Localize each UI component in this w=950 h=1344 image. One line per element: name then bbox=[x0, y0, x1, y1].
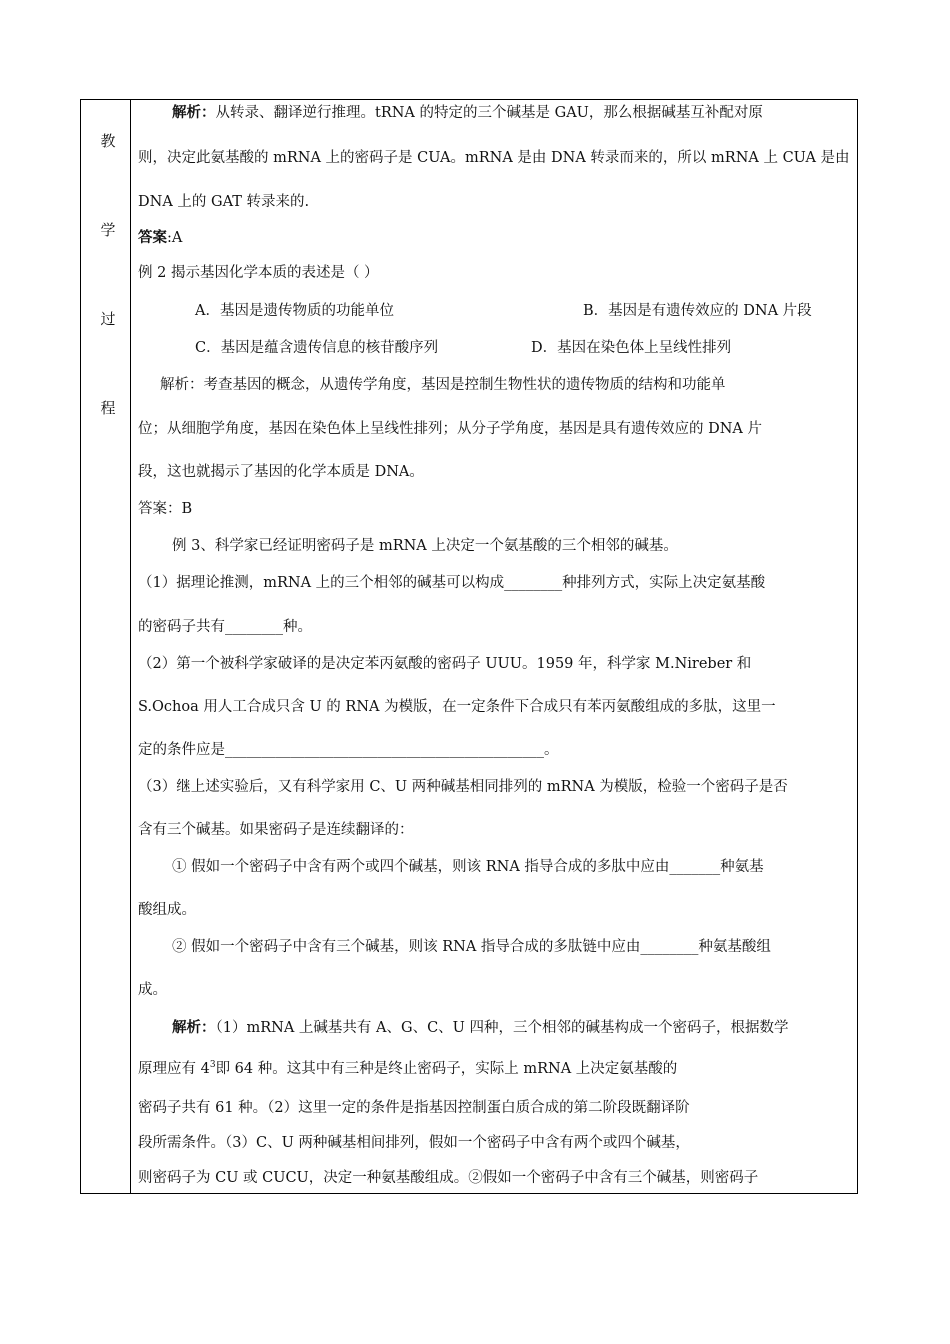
analysis-line: 则，决定此氨基酸的 mRNA 上的密码子是 CUA。mRNA 是由 DNA 转录而来的，所以 mRNA 上 CUA 是由 bbox=[138, 150, 850, 166]
analysis-line: DNA 上的 GAT 转录来的. bbox=[138, 194, 310, 210]
analysis-line: 段，这也就揭示了基因的化学本质是 DNA。 bbox=[138, 464, 424, 480]
option-a: A．基因是遗传物质的功能单位 bbox=[195, 303, 394, 319]
analysis-line: 段所需条件。（3）C、U 两种碱基相间排列，假如一个密码子中含有两个或四个碱基， bbox=[138, 1135, 690, 1151]
question-line: 成。 bbox=[138, 982, 167, 998]
option-b: B．基因是有遗传效应的 DNA 片段 bbox=[583, 303, 812, 319]
question-line: ② 假如一个密码子中含有三个碱基，则该 RNA 指导合成的多肽链中应由________种氨基酸组 bbox=[172, 939, 771, 955]
question-line: 定的条件应是____________________________________________。 bbox=[138, 742, 559, 758]
question-line: 含有三个碱基。如果密码子是连续翻译的： bbox=[138, 822, 414, 838]
analysis-line: 解析：（1）mRNA 上碱基共有 A、G、C、U 四种，三个相邻的碱基构成一个密码子，根据数学 bbox=[172, 1019, 789, 1036]
question-line: 例 3、科学家已经证明密码子是 mRNA 上决定一个氨基酸的三个相邻的碱基。 bbox=[172, 538, 678, 554]
question-line: （3）继上述实验后，又有科学家用 C、U 两种碱基相同排列的 mRNA 为模版，检验一个密码子是否 bbox=[138, 779, 788, 795]
question-line: ① 假如一个密码子中含有两个或四个碱基，则该 RNA 指导合成的多肽中应由_______种氨基 bbox=[172, 859, 764, 875]
analysis-line: 原理应有 $4^3$即 64 种。这其中有三种是终止密码子，实际上 mRNA 上决定氨基酸的 bbox=[138, 1060, 678, 1077]
analysis-line: 解析：考查基因的概念，从遗传学角度，基因是控制生物性状的遗传物质的结构和功能单 bbox=[160, 377, 726, 393]
question-line: （1）据理论推测，mRNA 上的三个相邻的碱基可以构成________种排列方式，实际上决定氨基酸 bbox=[138, 575, 766, 591]
option-c: C．基因是蕴含遗传信息的核苷酸序列 bbox=[195, 340, 439, 356]
answer-line: 答案：B bbox=[138, 501, 193, 517]
side-label-char: 过 bbox=[100, 310, 116, 328]
side-label-char: 教 bbox=[100, 132, 116, 150]
analysis-line: 则密码子为 CU 或 CUCU，决定一种氨基酸组成。②假如一个密码子中含有三个碱基，则密码子 bbox=[138, 1170, 759, 1186]
question-line: 的密码子共有________种。 bbox=[138, 619, 312, 635]
question-line: （2）第一个被科学家破译的是决定苯丙氨酸的密码子 UUU。1959 年，科学家 M.Nireber 和 bbox=[138, 656, 752, 672]
answer-line: 答案:A bbox=[138, 229, 183, 246]
question-line: 酸组成。 bbox=[138, 902, 196, 918]
question-line: S.Ochoa 用人工合成只含 U 的 RNA 为模版，在一定条件下合成只有苯丙氨酸组成的多肽，这里一 bbox=[138, 699, 776, 715]
analysis-line: 位；从细胞学角度，基因在染色体上呈线性排列；从分子学角度，基因是具有遗传效应的 DNA 片 bbox=[138, 421, 762, 437]
analysis-line: 解析：从转录、翻译逆行推理。tRNA 的特定的三个碱基是 GAU，那么根据碱基互补配对原 bbox=[172, 104, 763, 121]
option-d: D．基因在染色体上呈线性排列 bbox=[531, 340, 732, 356]
analysis-line: 密码子共有 61 种。（2）这里一定的条件是指基因控制蛋白质合成的第二阶段既翻译阶 bbox=[138, 1100, 690, 1116]
question-line: 例 2 揭示基因化学本质的表述是（ ） bbox=[138, 265, 379, 281]
side-label-char: 学 bbox=[100, 221, 116, 239]
column-divider bbox=[130, 99, 131, 1194]
side-label-char: 程 bbox=[100, 399, 116, 417]
